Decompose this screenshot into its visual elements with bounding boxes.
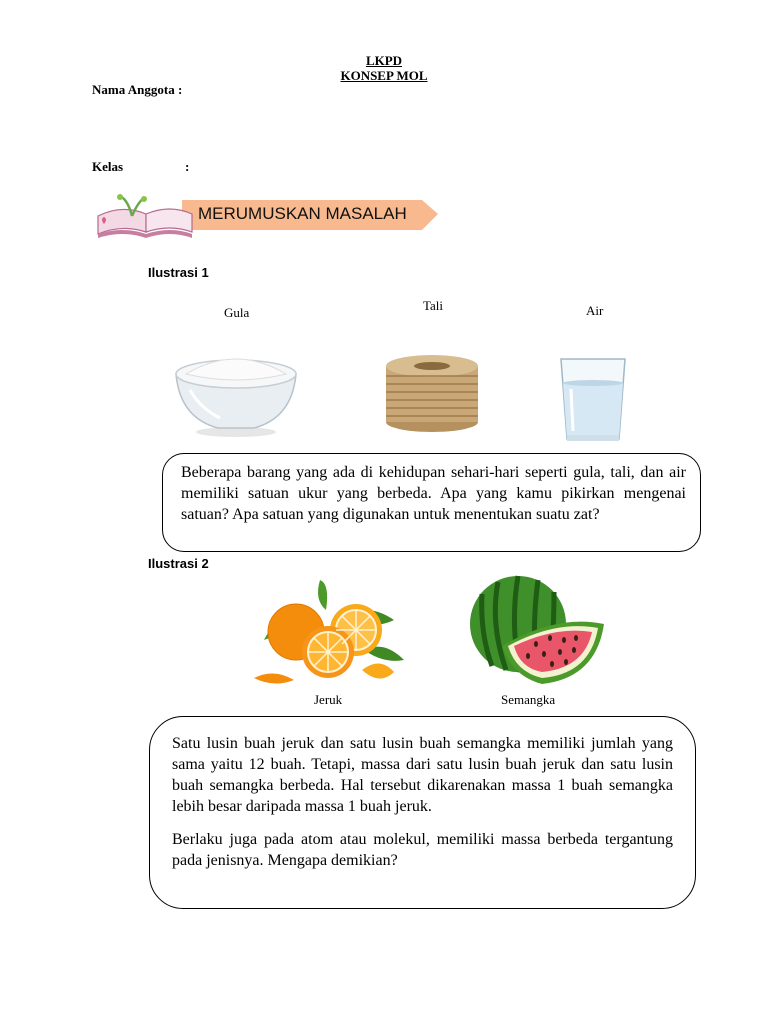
nama-anggota-label: Nama Anggota :	[92, 82, 183, 97]
kelas-label: Kelas	[92, 159, 124, 174]
water-glass-image	[557, 355, 629, 448]
sugar-bowl-image	[170, 348, 302, 443]
caption-jeruk: Jeruk	[314, 692, 343, 707]
illustration-2-paragraph-1: Satu lusin buah jeruk dan satu lusin buah semangka memiliki jumlah yang sama yaitu 12 buah. Tetapi, massa dari satu lusin buah jeruk dan satu lusin buah semangka berbeda. Hal tersebut dikarenakan massa 1 buah semangka lebih besar daripada massa 1 buah jeruk.	[172, 735, 673, 815]
doc-title: LKPD	[365, 53, 403, 68]
kelas-colon: :	[185, 159, 190, 174]
caption-tali: Tali	[423, 298, 444, 313]
orange-fruit-image	[244, 580, 416, 695]
caption-semangka: Semangka	[501, 692, 556, 707]
caption-air: Air	[586, 303, 604, 318]
caption-gula: Gula	[224, 305, 250, 320]
illustration-2-paragraph-2: Berlaku juga pada atom atau molekul, memiliki massa berbeda tergantung pada jenisnya. Mengapa demikian?	[172, 831, 673, 869]
section-banner	[90, 192, 440, 242]
illustration-2-textbox	[149, 716, 696, 909]
illustration-2-label: Ilustrasi 2	[148, 556, 209, 571]
section-title: MERUMUSKAN MASALAH	[198, 204, 407, 223]
illustration-1-text: Beberapa barang yang ada di kehidupan sehari-hari seperti gula, tali, dan air memiliki satuan ukur yang berbeda. Apa yang kamu pikirkan mengenai satuan? Apa satuan yang digunakan untuk menentukan suatu zat?	[181, 464, 686, 523]
doc-subtitle: KONSEP MOL	[340, 68, 428, 83]
watermelon-image	[466, 574, 612, 695]
open-book-icon	[92, 194, 202, 247]
illustration-1-label: Ilustrasi 1	[148, 265, 209, 280]
rope-coil-image	[383, 352, 481, 439]
illustration-1-textbox	[162, 453, 701, 552]
